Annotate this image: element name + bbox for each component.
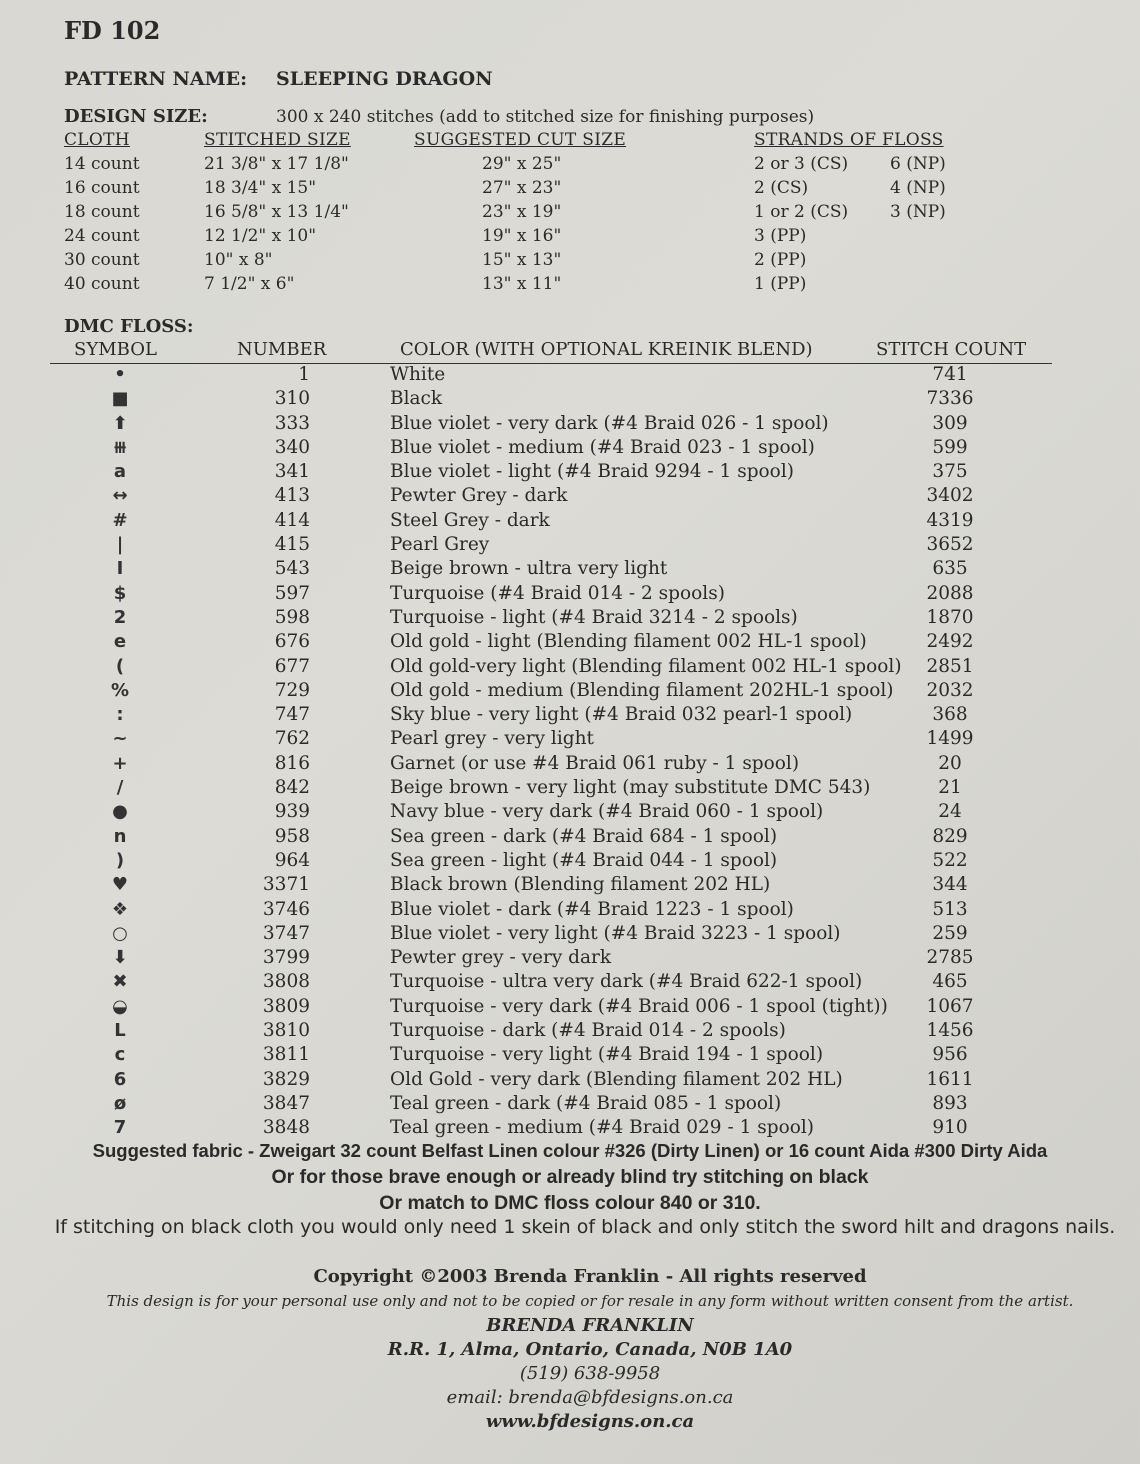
stitched-size: 16 5/8" x 13 1/4" <box>204 202 349 222</box>
floss-stitch-count: 956 <box>932 1044 968 1066</box>
floss-stitch-count: 21 <box>938 777 962 799</box>
floss-symbol: : <box>116 704 124 726</box>
design-size-label: DESIGN SIZE: <box>64 106 208 127</box>
floss-row <box>50 534 1052 558</box>
floss-color: Old gold - light (Blending filament 002 HL-1 spool) <box>390 631 867 653</box>
floss-stitch-count: 2032 <box>926 679 974 701</box>
floss-color: Blue violet - medium (#4 Braid 023 - 1 spool) <box>390 436 815 458</box>
floss-number: 816 <box>274 752 310 774</box>
header-symbol: SYMBOL <box>74 339 157 360</box>
floss-stitch-count: 368 <box>932 704 968 726</box>
floss-row <box>50 485 1052 509</box>
floss-number: 413 <box>274 485 310 507</box>
floss-number: 414 <box>274 509 310 531</box>
cloth-count: 30 count <box>64 250 140 270</box>
header-number: NUMBER <box>237 339 327 360</box>
floss-symbol: ø <box>113 1092 127 1114</box>
floss-stitch-count: 4319 <box>926 509 974 531</box>
floss-number: 415 <box>274 534 310 556</box>
floss-stitch-count: 1456 <box>926 1020 974 1042</box>
floss-row <box>50 704 1052 728</box>
floss-stitch-count: 7336 <box>926 388 974 410</box>
cloth-size-row <box>64 178 954 202</box>
floss-number: 729 <box>274 679 310 701</box>
floss-color: Blue violet - very light (#4 Braid 3223 - 1 spool) <box>390 922 841 944</box>
cloth-size-row <box>64 202 954 226</box>
cloth-size-row <box>64 154 954 178</box>
floss-color: Turquoise - very dark (#4 Braid 006 - 1 spool (tight)) <box>390 995 888 1017</box>
floss-color: Turquoise - ultra very dark (#4 Braid 622-1 spool) <box>390 971 863 993</box>
floss-number: 3371 <box>262 874 310 896</box>
floss-number: 543 <box>274 558 310 580</box>
floss-row <box>50 388 1052 412</box>
floss-color: Sea green - light (#4 Braid 044 - 1 spool) <box>390 849 778 871</box>
cloth-size-row <box>64 250 954 274</box>
floss-stitch-count: 20 <box>938 752 962 774</box>
strands-cs: 3 (PP) <box>754 226 807 246</box>
address: R.R. 1, Alma, Ontario, Canada, N0B 1A0 <box>387 1339 793 1360</box>
floss-symbol: ~ <box>112 728 128 750</box>
suggested-fabric: Suggested fabric - Zweigart 32 count Belfast Linen colour #326 (Dirty Linen) or 16 count Aida #300 Dirty Aida <box>92 1140 1048 1161</box>
stitched-size: 10" x 8" <box>204 250 273 270</box>
floss-stitch-count: 599 <box>932 436 968 458</box>
floss-symbol: • <box>114 364 126 385</box>
floss-row <box>50 753 1052 777</box>
floss-row <box>50 996 1052 1020</box>
floss-row <box>50 631 1052 655</box>
header-color: COLOR (WITH OPTIONAL KREINIK BLEND) <box>400 339 813 360</box>
pattern-name-label: PATTERN NAME: <box>64 68 248 90</box>
header-stitched-size: STITCHED SIZE <box>204 130 351 150</box>
floss-symbol: L <box>114 1020 126 1042</box>
floss-symbol: 7 <box>113 1117 127 1139</box>
floss-symbol: ◒ <box>112 995 128 1017</box>
floss-color: Pewter grey - very dark <box>390 947 612 969</box>
strands-cs: 2 or 3 (CS) <box>754 154 849 174</box>
floss-number: 747 <box>274 704 310 726</box>
dmc-floss-title: DMC FLOSS: <box>64 316 194 337</box>
floss-number: 3746 <box>262 898 310 920</box>
floss-stitch-count: 1611 <box>926 1068 974 1090</box>
floss-symbol: ⧻ <box>112 436 128 458</box>
floss-color: Pewter Grey - dark <box>390 485 568 507</box>
pattern-name-line <box>64 68 493 90</box>
floss-symbol: e <box>113 631 127 653</box>
floss-number: 3847 <box>262 1092 310 1114</box>
floss-row <box>50 510 1052 534</box>
floss-number: 598 <box>274 606 310 628</box>
pattern-name: SLEEPING DRAGON <box>276 68 493 90</box>
floss-stitch-count: 309 <box>932 412 968 434</box>
floss-row <box>50 728 1052 752</box>
floss-row <box>50 923 1052 947</box>
cloth-size-row <box>64 274 954 298</box>
floss-number: 3799 <box>262 947 310 969</box>
floss-row <box>50 583 1052 607</box>
floss-color: Sea green - dark (#4 Braid 684 - 1 spool) <box>390 825 778 847</box>
floss-stitch-count: 1870 <box>926 606 974 628</box>
floss-number: 3848 <box>262 1117 310 1139</box>
floss-stitch-count: 522 <box>932 849 968 871</box>
copyright: Copyright ©2003 Brenda Franklin - All rights reserved <box>313 1266 867 1287</box>
floss-symbol: ■ <box>111 388 129 410</box>
floss-stitch-count: 465 <box>932 971 968 993</box>
stitched-size: 12 1/2" x 10" <box>204 226 317 246</box>
floss-row <box>50 850 1052 874</box>
floss-symbol: a <box>113 461 127 483</box>
stitched-size: 18 3/4" x 15" <box>204 178 317 198</box>
floss-stitch-count: 1499 <box>926 728 974 750</box>
floss-row <box>50 656 1052 680</box>
floss-row <box>50 558 1052 582</box>
strands-np: 3 (NP) <box>890 202 946 222</box>
floss-symbol: ❖ <box>111 898 129 920</box>
floss-color: Teal green - dark (#4 Braid 085 - 1 spool) <box>390 1092 782 1114</box>
floss-row <box>50 461 1052 485</box>
cut-size: 19" x 16" <box>482 226 562 246</box>
floss-symbol: I <box>116 558 124 580</box>
fabric-suggestion <box>0 1138 1140 1216</box>
floss-symbol: ( <box>115 655 125 677</box>
strands-np: 4 (NP) <box>890 178 946 198</box>
header-stitch-count: STITCH COUNT <box>876 339 1027 360</box>
cut-size: 29" x 25" <box>482 154 562 174</box>
floss-stitch-count: 2492 <box>926 631 974 653</box>
floss-row <box>50 364 1052 388</box>
floss-symbol: ● <box>112 801 128 823</box>
floss-row <box>50 971 1052 995</box>
strands-cs: 2 (CS) <box>754 178 809 198</box>
floss-color: Black brown (Blending filament 202 HL) <box>390 874 771 896</box>
strands-cs: 1 (PP) <box>754 274 807 294</box>
floss-color: Steel Grey - dark <box>390 509 550 531</box>
floss-stitch-count: 893 <box>932 1092 968 1114</box>
floss-color: Pearl grey - very light <box>390 728 594 750</box>
floss-row <box>50 1093 1052 1117</box>
floss-stitch-count: 344 <box>932 874 968 896</box>
cloth-size-table <box>64 130 954 298</box>
cut-size: 13" x 11" <box>482 274 562 294</box>
cut-size: 27" x 23" <box>482 178 562 198</box>
floss-stitch-count: 635 <box>932 558 968 580</box>
cut-size: 23" x 19" <box>482 202 562 222</box>
floss-row <box>50 1044 1052 1068</box>
floss-stitch-count: 259 <box>932 922 968 944</box>
designer-name: BRENDA FRANKLIN <box>486 1315 694 1336</box>
floss-stitch-count: 829 <box>932 825 968 847</box>
floss-stitch-count: 1067 <box>926 995 974 1017</box>
floss-row <box>50 777 1052 801</box>
floss-stitch-count: 24 <box>938 801 962 823</box>
floss-symbol: ) <box>115 849 125 871</box>
floss-symbol: + <box>112 752 128 774</box>
floss-symbol: c <box>114 1044 126 1066</box>
strands-cs: 2 (PP) <box>754 250 807 270</box>
floss-symbol: ♥ <box>111 874 129 896</box>
floss-color: Turquoise - very light (#4 Braid 194 - 1 spool) <box>390 1044 824 1066</box>
floss-number: 964 <box>274 849 310 871</box>
floss-stitch-count: 741 <box>932 364 968 385</box>
floss-color: Black <box>390 388 443 410</box>
floss-table-header <box>50 339 1052 364</box>
floss-color: Turquoise (#4 Braid 014 - 2 spools) <box>390 582 725 604</box>
floss-symbol: ✖ <box>112 971 128 993</box>
floss-color: Blue violet - light (#4 Braid 9294 - 1 spool) <box>390 461 794 483</box>
floss-number: 340 <box>274 436 310 458</box>
cloth-size-header <box>64 130 954 154</box>
floss-symbol: 2 <box>113 606 127 628</box>
floss-color: White <box>390 364 446 385</box>
floss-symbol: / <box>116 777 124 799</box>
email[interactable]: email: brenda@bfdesigns.on.ca <box>446 1387 734 1408</box>
dmc-match-note: Or match to DMC floss colour 840 or 310. <box>379 1192 761 1214</box>
floss-number: 310 <box>274 388 310 410</box>
floss-color: Old gold - medium (Blending filament 202HL-1 spool) <box>390 679 894 701</box>
floss-row <box>50 680 1052 704</box>
floss-stitch-count: 375 <box>932 461 968 483</box>
floss-symbol: n <box>113 825 127 847</box>
floss-number: 3747 <box>262 922 310 944</box>
floss-color: Sky blue - very light (#4 Braid 032 pearl-1 spool) <box>390 704 853 726</box>
cloth-count: 40 count <box>64 274 140 294</box>
floss-number: 1 <box>298 364 310 385</box>
floss-symbol: ⬇ <box>112 947 128 969</box>
floss-row <box>50 826 1052 850</box>
header-cloth: CLOTH <box>64 130 130 150</box>
website[interactable]: www.bfdesigns.on.ca <box>485 1411 695 1432</box>
floss-stitch-count: 2088 <box>926 582 974 604</box>
black-cloth-note: If stitching on black cloth you would only need 1 skein of black and only stitch the sword hilt and dragons nails. <box>54 1216 1116 1238</box>
floss-number: 677 <box>274 655 310 677</box>
floss-table <box>50 364 1052 1142</box>
floss-number: 3811 <box>262 1044 310 1066</box>
floss-number: 341 <box>274 461 310 483</box>
phone: (519) 638-9958 <box>519 1363 661 1384</box>
floss-color: Blue violet - very dark (#4 Braid 026 - 1 spool) <box>390 412 829 434</box>
floss-number: 958 <box>274 825 310 847</box>
black-cloth-option: Or for those brave enough or already blind try stitching on black <box>271 1166 869 1188</box>
floss-color: Old Gold - very dark (Blending filament 202 HL) <box>390 1068 843 1090</box>
floss-color: Beige brown - very light (may substitute DMC 543) <box>390 777 871 799</box>
design-size-value: 300 x 240 stitches (add to stitched size for finishing purposes) <box>276 107 815 127</box>
floss-symbol: ⬆ <box>112 412 128 434</box>
design-size-line <box>64 106 814 127</box>
contact-block <box>0 1314 1140 1434</box>
stitched-size: 7 1/2" x 6" <box>204 274 295 294</box>
floss-row <box>50 801 1052 825</box>
floss-stitch-count: 3402 <box>926 485 974 507</box>
strands-np: 6 (NP) <box>890 154 946 174</box>
floss-number: 333 <box>274 412 310 434</box>
floss-symbol: | <box>116 534 124 556</box>
floss-number: 3809 <box>262 995 310 1017</box>
cut-size: 15" x 13" <box>482 250 562 270</box>
floss-symbol: $ <box>113 582 127 604</box>
floss-row <box>50 437 1052 461</box>
floss-color: Blue violet - dark (#4 Braid 1223 - 1 spool) <box>390 898 794 920</box>
floss-color: Turquoise - light (#4 Braid 3214 - 2 spools) <box>390 606 798 628</box>
floss-color: Pearl Grey <box>390 534 490 556</box>
header-cut-size: SUGGESTED CUT SIZE <box>414 130 627 150</box>
floss-color: Garnet (or use #4 Braid 061 ruby - 1 spool) <box>390 752 800 774</box>
cloth-count: 24 count <box>64 226 140 246</box>
floss-color: Old gold-very light (Blending filament 002 HL-1 spool) <box>390 655 902 677</box>
floss-row <box>50 1020 1052 1044</box>
floss-row <box>50 413 1052 437</box>
personal-use-notice: This design is for your personal use only and not to be copied or for resale in any form without written consent from the artist. <box>106 1292 1074 1310</box>
floss-symbol: ↔ <box>112 485 128 507</box>
floss-symbol: # <box>112 509 128 531</box>
floss-color: Beige brown - ultra very light <box>390 558 668 580</box>
floss-number: 762 <box>274 728 310 750</box>
floss-number: 939 <box>274 801 310 823</box>
floss-stitch-count: 513 <box>932 898 968 920</box>
floss-number: 676 <box>274 631 310 653</box>
floss-number: 3808 <box>262 971 310 993</box>
floss-stitch-count: 910 <box>932 1117 968 1139</box>
strands-cs: 1 or 2 (CS) <box>754 202 849 222</box>
header-strands: STRANDS OF FLOSS <box>754 130 944 150</box>
pattern-code: FD 102 <box>64 16 161 45</box>
floss-stitch-count: 2851 <box>926 655 974 677</box>
floss-color: Navy blue - very dark (#4 Braid 060 - 1 spool) <box>390 801 824 823</box>
floss-row <box>50 1069 1052 1093</box>
floss-row <box>50 874 1052 898</box>
floss-number: 3810 <box>262 1020 310 1042</box>
floss-symbol: 6 <box>113 1068 127 1090</box>
floss-symbol: ○ <box>112 922 128 944</box>
cloth-count: 18 count <box>64 202 140 222</box>
floss-stitch-count: 3652 <box>926 534 974 556</box>
floss-color: Turquoise - dark (#4 Braid 014 - 2 spools) <box>390 1020 786 1042</box>
cloth-count: 16 count <box>64 178 140 198</box>
floss-row <box>50 607 1052 631</box>
floss-number: 597 <box>274 582 310 604</box>
floss-color: Teal green - medium (#4 Braid 029 - 1 spool) <box>390 1117 814 1139</box>
floss-row <box>50 947 1052 971</box>
stitched-size: 21 3/8" x 17 1/8" <box>204 154 349 174</box>
floss-row <box>50 899 1052 923</box>
floss-stitch-count: 2785 <box>926 947 974 969</box>
floss-number: 3829 <box>262 1068 310 1090</box>
cloth-count: 14 count <box>64 154 140 174</box>
floss-symbol: % <box>110 679 130 701</box>
cloth-size-row <box>64 226 954 250</box>
floss-number: 842 <box>274 777 310 799</box>
